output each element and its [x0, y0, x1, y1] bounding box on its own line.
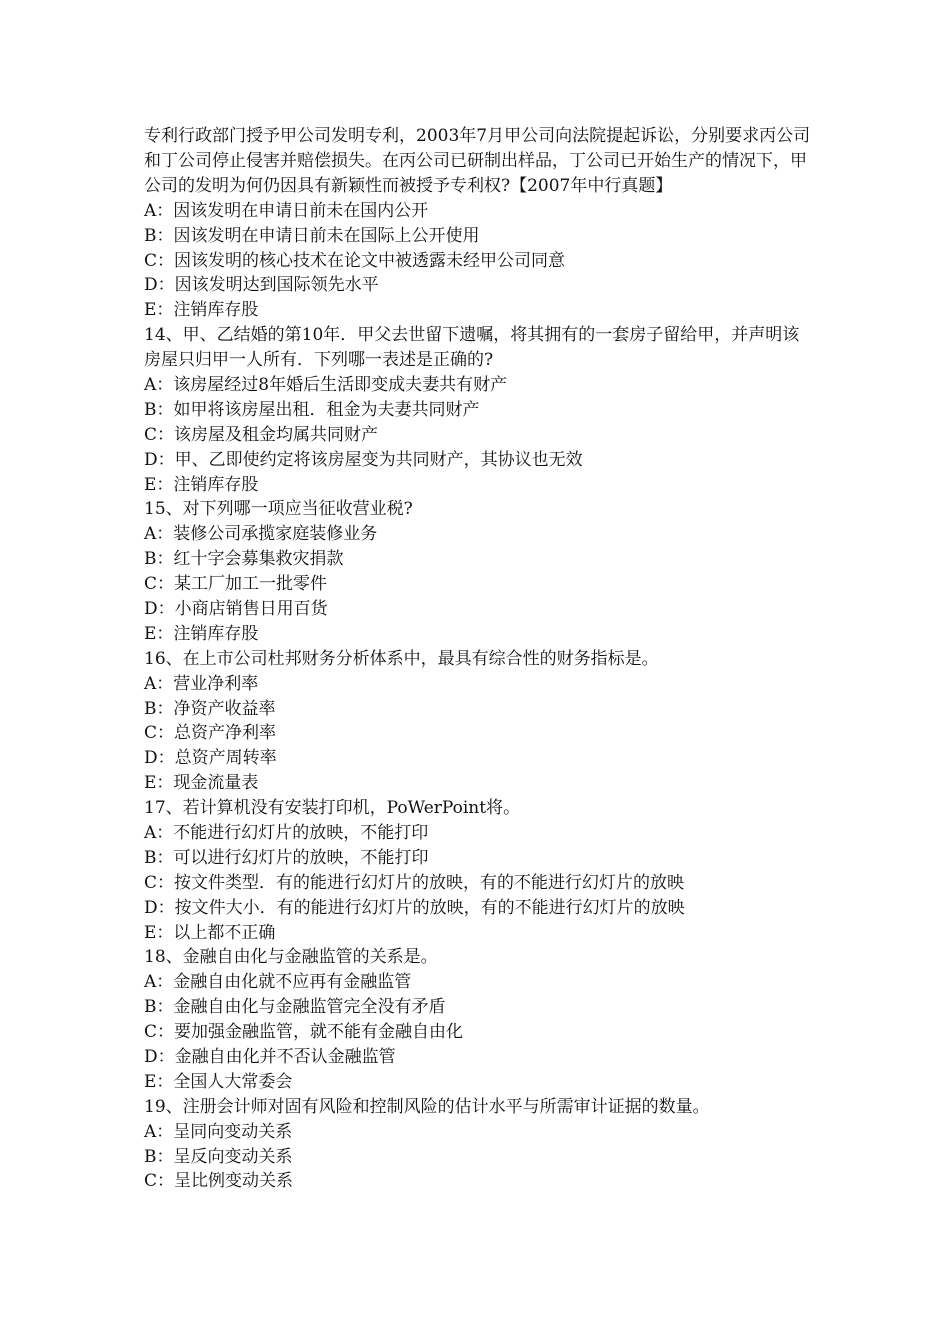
option-d: D：按文件大小．有的能进行幻灯片的放映，有的不能进行幻灯片的放映 [144, 897, 685, 918]
document-body [144, 124, 812, 1194]
option-a: A：不能进行幻灯片的放映，不能打印 [144, 823, 429, 844]
question-16-stem: 16、在上市公司杜邦财务分析体系中，最具有综合性的财务指标是。 [144, 648, 659, 669]
option-a: A：装修公司承揽家庭装修业务 [144, 524, 378, 545]
option-d: D：金融自由化并不否认金融监管 [144, 1047, 396, 1068]
option-a: A：金融自由化就不应再有金融监管 [144, 972, 412, 993]
option-e: E：以上都不正确 [144, 922, 276, 943]
option-a: A：营业净利率 [144, 673, 259, 694]
option-c: C：按文件类型．有的能进行幻灯片的放映，有的不能进行幻灯片的放映 [144, 872, 685, 893]
option-e: E：注销库存股 [144, 300, 259, 321]
option-b: B：因该发明在申请日前未在国际上公开使用 [144, 225, 480, 246]
option-b: B：呈反向变动关系 [144, 1146, 293, 1167]
question-intro-stem: 专利行政部门授予甲公司发明专利，2003年7月甲公司向法院提起诉讼，分别要求丙公司和丁公司停止侵害并赔偿损失。在丙公司已研制出样品，丁公司已开始生产的情况下，甲公司的发明为何仍因具有新颖性而被授予专利权?【2007年中行真题】 [144, 126, 811, 196]
option-b: B：金融自由化与金融监管完全没有矛盾 [144, 997, 446, 1018]
option-b: B：可以进行幻灯片的放映，不能打印 [144, 847, 429, 868]
option-c: C：某工厂加工一批零件 [144, 574, 328, 595]
option-c: C：呈比例变动关系 [144, 1171, 294, 1192]
option-b: B：净资产收益率 [144, 698, 276, 719]
question-17-stem: 17、若计算机没有安装打印机，PoWerPoint将。 [144, 798, 521, 819]
option-a: A：该房屋经过8年婚后生活即变成夫妻共有财产 [144, 374, 508, 395]
question-14-stem: 14、甲、乙结婚的第10年．甲父去世留下遗嘱，将其拥有的一套房子留给甲，并声明该房屋只归甲一人所有．下列哪一表述是正确的? [144, 325, 800, 371]
option-e: E：现金流量表 [144, 773, 259, 794]
option-d: D：甲、乙即使约定将该房屋变为共同财产，其协议也无效 [144, 449, 583, 470]
question-19-stem: 19、注册会计师对固有风险和控制风险的估计水平与所需审计证据的数量。 [144, 1096, 710, 1117]
option-c: C：总资产净利率 [144, 723, 277, 744]
option-d: D：总资产周转率 [144, 748, 277, 769]
option-c: C：要加强金融监管，就不能有金融自由化 [144, 1022, 464, 1043]
option-e: E：注销库存股 [144, 474, 259, 495]
option-b: B：红十字会募集救灾捐款 [144, 549, 344, 570]
option-c: C：因该发明的核心技术在论文中被透露未经甲公司同意 [144, 250, 566, 271]
option-e: E：全国人大常委会 [144, 1071, 293, 1092]
question-18-stem: 18、金融自由化与金融监管的关系是。 [144, 947, 438, 968]
option-a: A：呈同向变动关系 [144, 1121, 293, 1142]
question-15-stem: 15、对下列哪一项应当征收营业税? [144, 499, 413, 520]
option-e: E：注销库存股 [144, 623, 259, 644]
option-d: D：因该发明达到国际领先水平 [144, 275, 379, 296]
option-d: D：小商店销售日用百货 [144, 599, 328, 619]
option-c: C：该房屋及租金均属共同财产 [144, 424, 379, 445]
option-a: A：因该发明在申请日前未在国内公开 [144, 200, 429, 221]
option-b: B：如甲将该房屋出租．租金为夫妻共同财产 [144, 399, 480, 420]
